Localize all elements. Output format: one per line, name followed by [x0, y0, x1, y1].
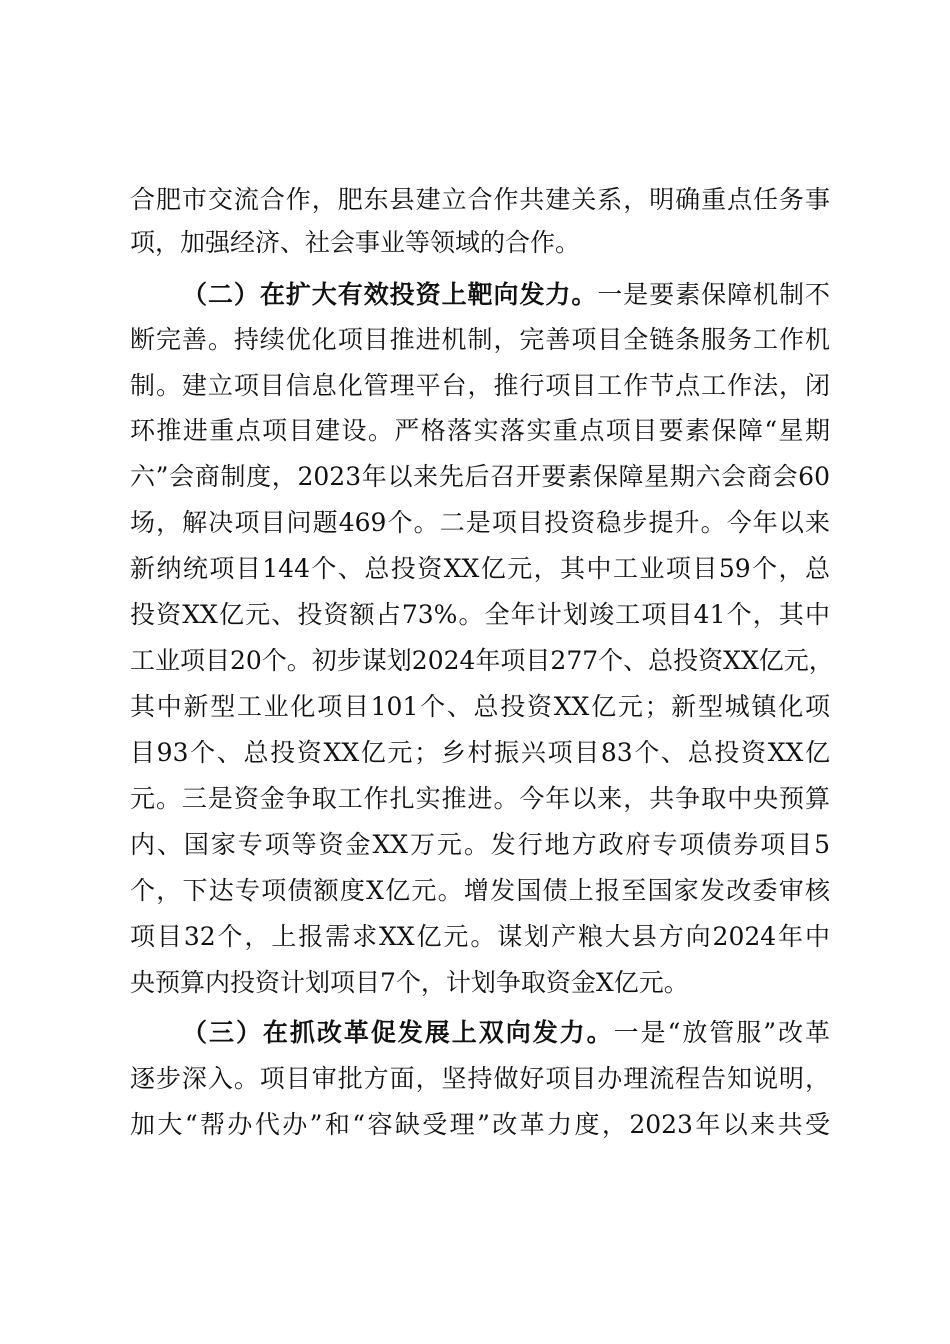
paragraph-2-line: 个，下达专项债额度X亿元。增发国债上报至国家发改委审核 [130, 876, 830, 905]
paragraph-2-line: 央预算内投资计划项目7个，计划争取资金X亿元。 [130, 968, 689, 997]
paragraph-2-line: 制。建立项目信息化管理平台，推行项目工作节点工作法，闭 [130, 371, 830, 400]
paragraph-2-first-line [182, 278, 830, 312]
paragraph-2-line: 工业项目20个。初步谋划2024年项目277个、总投资XX亿元， [130, 646, 834, 675]
paragraph-2-line: 其中新型工业化项目101个、总投资XX亿元；新型城镇化项 [130, 692, 830, 721]
paragraph-2-line: 环推进重点项目建设。严格落实落实重点项目要素保障“星期 [130, 416, 830, 445]
paragraph-2-line: 内、国家专项等资金XX万元。发行地方政府专项债券项目5 [130, 830, 830, 859]
paragraph-2-line-text: 一是要素保障机制不 [597, 280, 830, 309]
paragraph-2-line: 六”会商制度，2023年以来先后召开要素保障星期六会商会60 [130, 462, 830, 491]
paragraph-2-line: 项目32个，上报需求XX亿元。谋划产粮大县方向2024年中 [130, 922, 830, 951]
paragraph-3-line: 逐步深入。项目审批方面，坚持做好项目办理流程告知说明， [130, 1064, 830, 1093]
paragraph-1-line: 合肥市交流合作，肥东县建立合作共建关系，明确重点任务事 [130, 185, 830, 214]
section-heading-2: （二）在扩大有效投资上靶向发力。 [182, 280, 598, 309]
paragraph-2-line: 场，解决项目问题469个。二是项目投资稳步提升。今年以来 [130, 508, 830, 537]
paragraph-3-line-text: 一是“放管服”改革 [613, 1018, 830, 1047]
paragraph-2-line: 投资XX亿元、投资额占73%。全年计划竣工项目41个，其中 [130, 600, 830, 629]
paragraph-2-line: 新纳统项目144个、总投资XX亿元，其中工业项目59个，总 [130, 554, 830, 583]
paragraph-2-line: 目93个、总投资XX亿元；乡村振兴项目83个、总投资XX亿 [130, 738, 830, 767]
paragraph-2-line: 元。三是资金争取工作扎实推进。今年以来，共争取中央预算 [130, 784, 830, 813]
paragraph-2-line: 断完善。持续优化项目推进机制，完善项目全链条服务工作机 [130, 325, 830, 354]
paragraph-3-first-line [182, 1016, 830, 1050]
section-heading-3: （三）在抓改革促发展上双向发力。 [182, 1018, 614, 1047]
paragraph-3-line: 加大“帮办代办”和“容缺受理”改革力度，2023年以来共受 [130, 1110, 830, 1139]
paragraph-1-line: 项，加强经济、社会事业等领域的合作。 [130, 228, 581, 257]
